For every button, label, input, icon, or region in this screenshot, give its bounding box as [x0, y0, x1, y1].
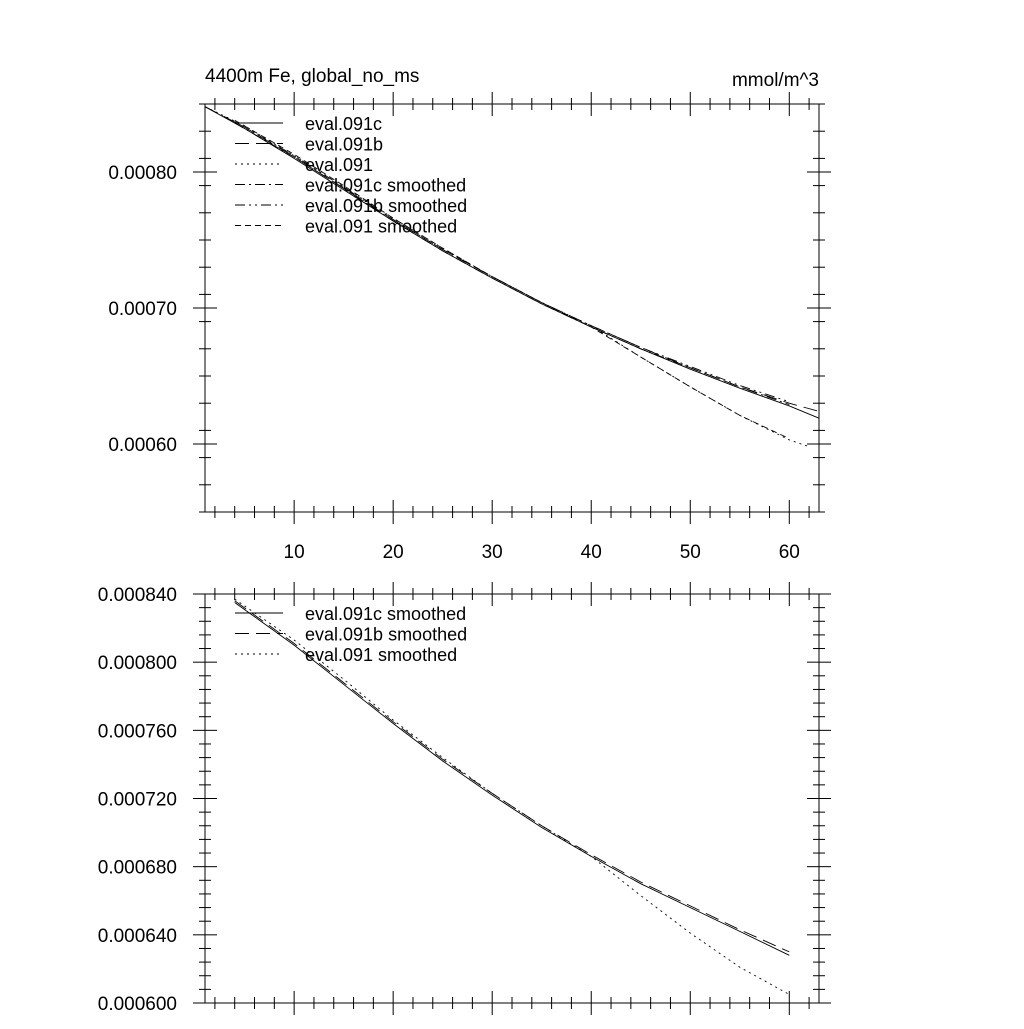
- bottom-legend: [235, 604, 467, 665]
- top-series-lines: [205, 107, 819, 447]
- bottom-plot-frame: [205, 594, 819, 1003]
- x-tick-label: 30: [481, 542, 503, 563]
- x-tick-label: 50: [679, 542, 701, 563]
- chart-title: 4400m Fe, global_no_ms: [205, 66, 420, 87]
- legend-label: eval.091: [305, 155, 374, 175]
- x-tick-label: 60: [778, 542, 800, 563]
- x-tick-label: 40: [580, 542, 602, 563]
- legend-label: eval.091b smoothed: [305, 196, 468, 216]
- y-tick-label: 0.000640: [97, 925, 177, 947]
- legend-label: eval.091 smoothed: [305, 645, 458, 665]
- y-tick-label: 0.00080: [108, 163, 177, 184]
- series-line-eval-091c: [205, 107, 819, 419]
- units-label: mmol/m^3: [731, 70, 819, 91]
- y-tick-label: 0.000760: [97, 721, 177, 743]
- y-tick-label: 0.000840: [97, 585, 177, 606]
- top-axis-ticks: [108, 92, 831, 563]
- legend-label: eval.091c smoothed: [305, 604, 467, 624]
- legend-label: eval.091c smoothed: [305, 175, 467, 196]
- series-line-eval-091b: [205, 107, 819, 412]
- legend-label: eval.091c: [305, 114, 383, 134]
- series-line-eval-091: [205, 107, 809, 447]
- top-panel: [108, 66, 831, 563]
- y-tick-label: 0.00060: [108, 435, 177, 456]
- legend-label: eval.091 smoothed: [305, 216, 458, 237]
- y-tick-label: 0.00070: [108, 299, 177, 320]
- y-tick-label: 0.000800: [97, 653, 177, 675]
- x-tick-label: 20: [382, 542, 404, 563]
- y-tick-label: 0.000720: [97, 789, 177, 811]
- legend-label: eval.091b smoothed: [305, 624, 468, 645]
- x-tick-label: 10: [283, 542, 305, 563]
- y-tick-label: 0.000600: [97, 994, 177, 1015]
- bottom-panel: [98, 582, 831, 1015]
- y-tick-label: 0.000680: [97, 857, 177, 879]
- legend-label: eval.091b: [305, 134, 384, 155]
- top-legend: [235, 114, 467, 237]
- bottom-axis-ticks: [98, 582, 831, 1015]
- top-plot-frame: [205, 104, 819, 512]
